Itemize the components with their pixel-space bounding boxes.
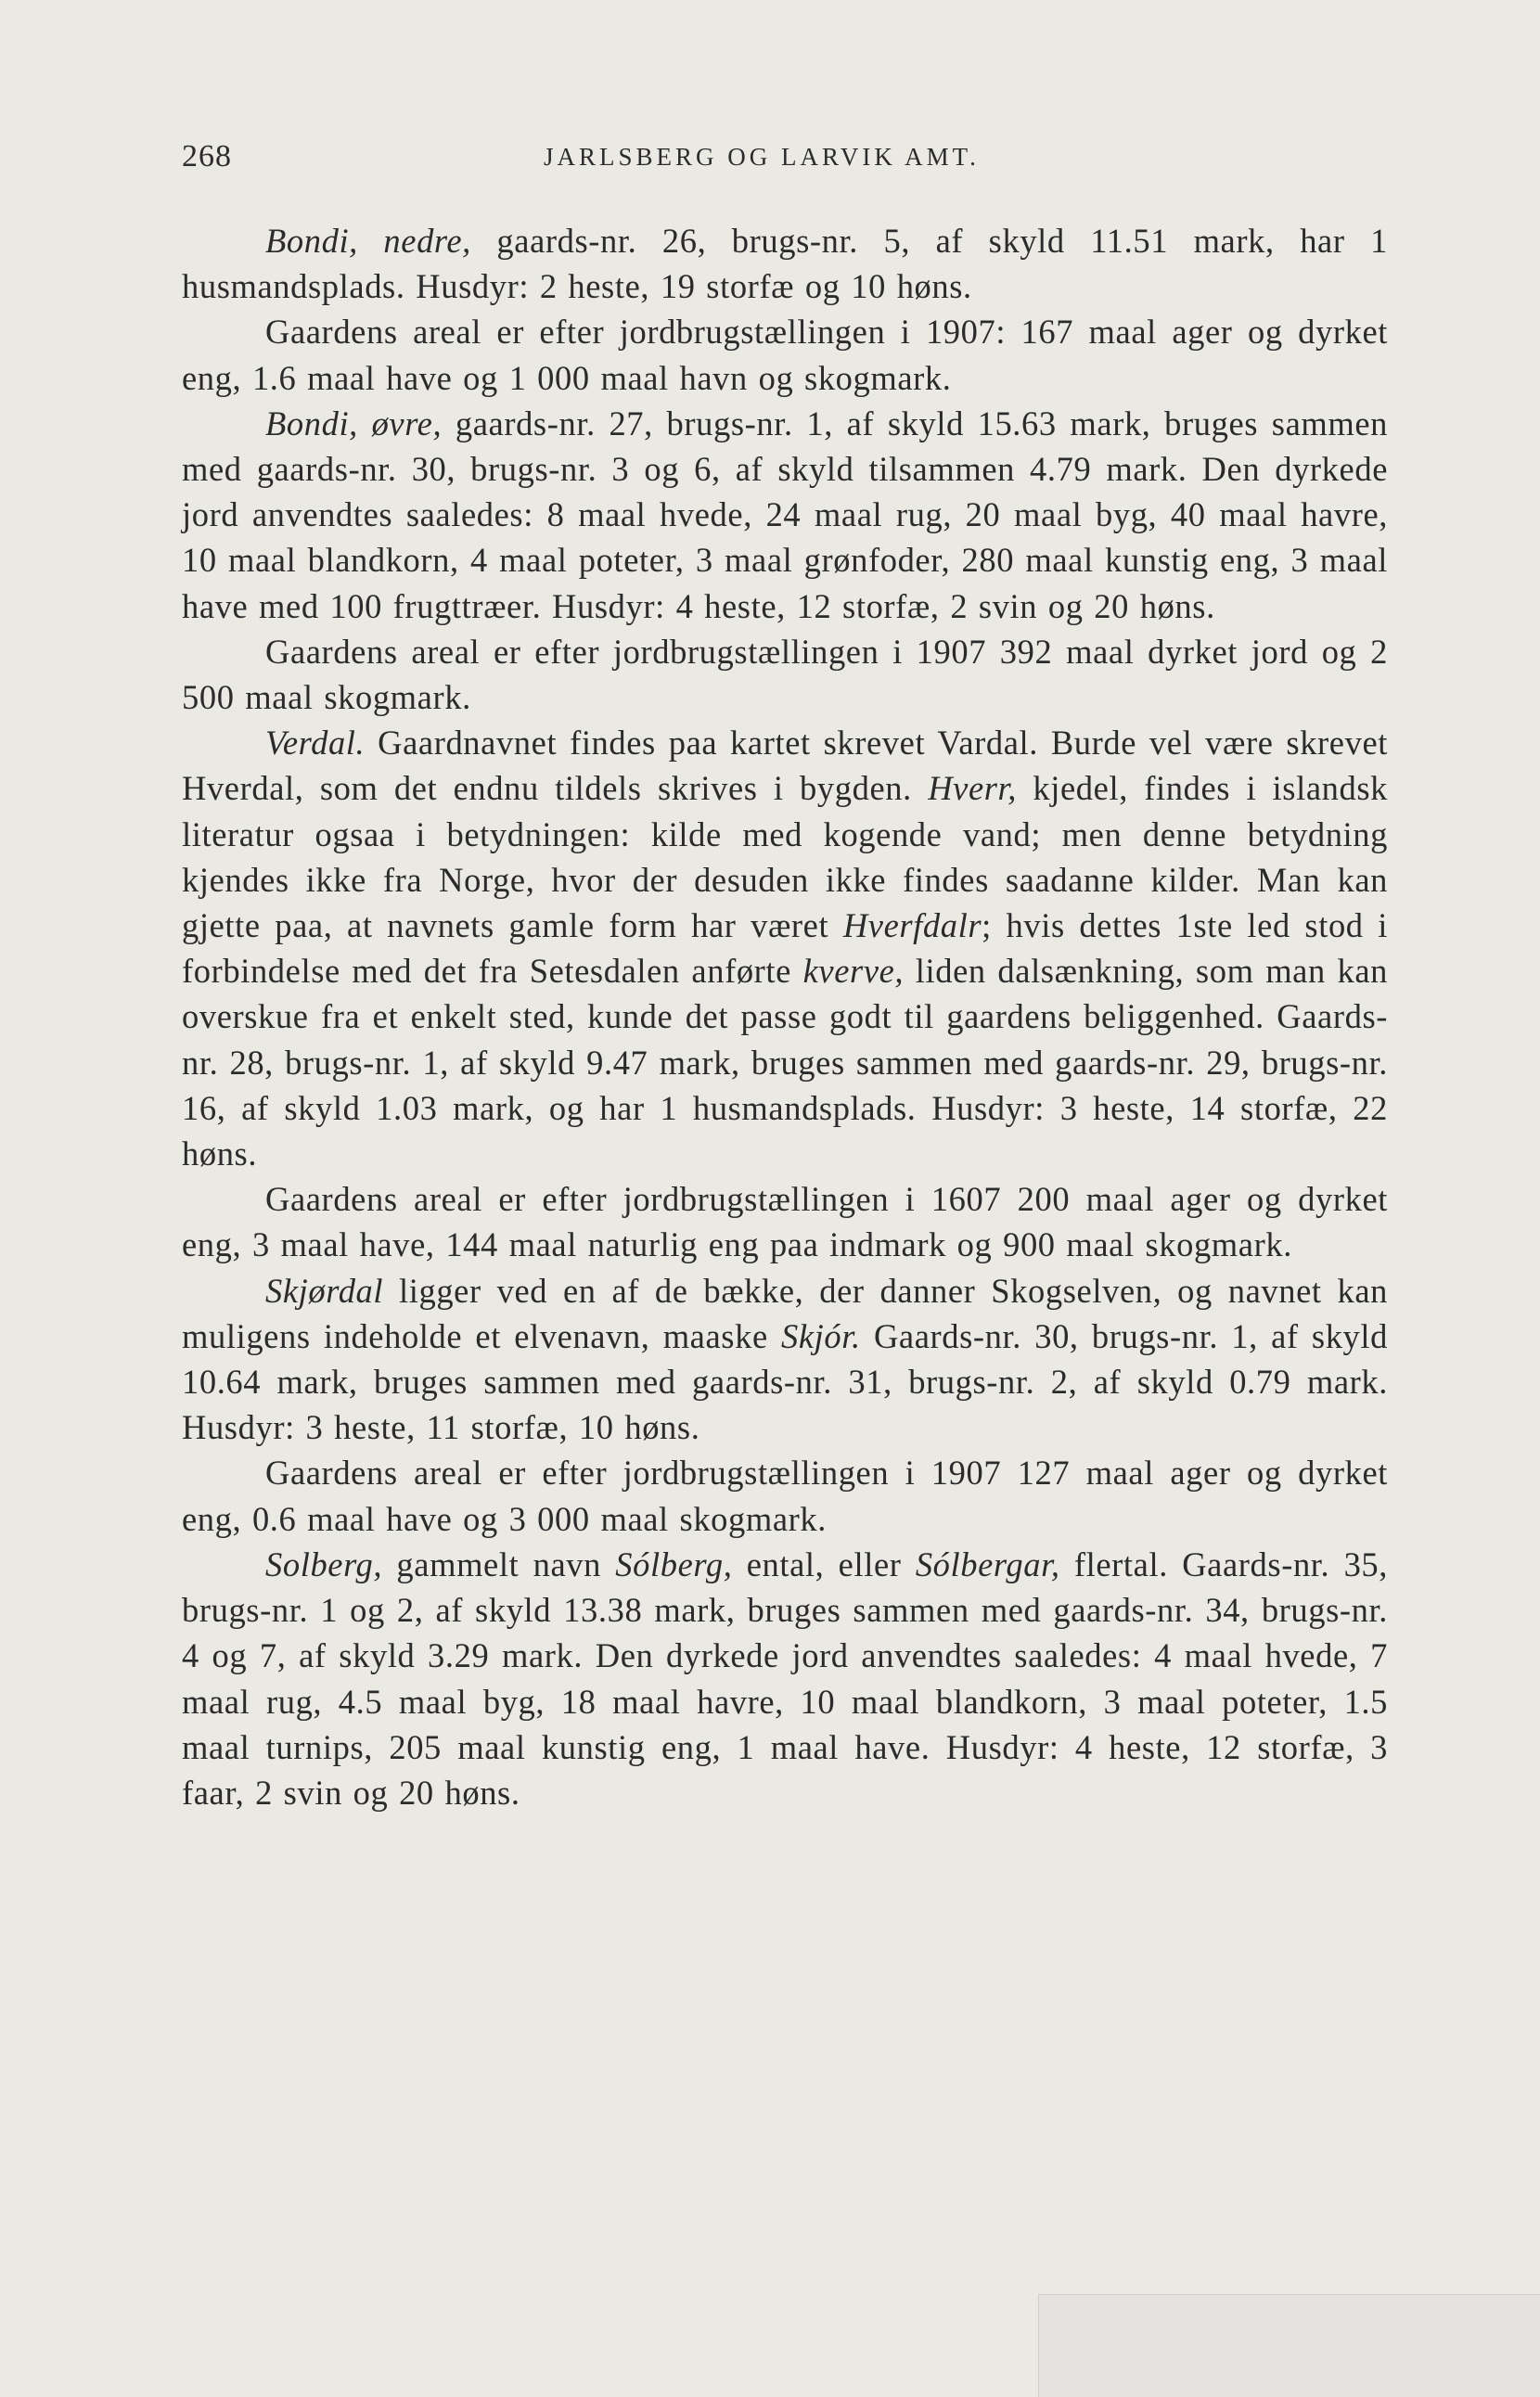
paragraph-skjordal — [182, 1268, 1388, 1451]
italic-term: kverve, — [802, 952, 905, 991]
paragraph-bondi-ovre — [182, 401, 1388, 629]
italic-term: Hverfdalr — [842, 906, 982, 945]
farm-name: Skjørdal — [265, 1271, 384, 1310]
paragraph-text: gaards-nr. 26, brugs-nr. 5, af skyld 11.51 mark, har 1 husmandsplads. Husdyr: 2 heste, 19 storfæ og 10 høns. — [182, 222, 1388, 306]
paragraph-verdal — [182, 720, 1388, 1176]
paragraph-text: Gaardens areal er efter jordbrugstællingen i 1907 392 maal dyrket jord og 2 500 maal skogmark. — [182, 632, 1388, 717]
paragraph-text: liden dalsænkning, som man kan overskue fra et enkelt sted, kunde det passe godt til gaardens beliggenhed. Gaards-nr. 28, brugs-nr. 1, af skyld 9.47 mark, bruges sammen med gaards-nr. 29, brugs-nr. 16, af skyld 1.03 mark, og har 1 husmandsplads. Husdyr: 3 heste, 14 storfæ, 22 høns. — [182, 952, 1388, 1173]
italic-term: Sólberg, — [615, 1545, 733, 1583]
farm-name: Verdal. — [265, 724, 366, 763]
paragraph-text: gammelt navn — [382, 1545, 616, 1583]
page-number: 268 — [182, 139, 232, 173]
paragraph-areal-3 — [182, 1176, 1388, 1267]
paragraph-bondi-nedre — [182, 218, 1388, 309]
paragraph-text: ligger ved en af de bække, der danner Skogselven, og navnet kan muligens indeholde et elvenavn, maaske — [182, 1271, 1388, 1355]
farm-name: Bondi, nedre, — [265, 222, 471, 260]
paragraph-text: Gaardens areal er efter jordbrugstællingen i 1907: 167 maal ager og dyrket eng, 1.6 maal have og 1 000 maal havn og skogmark. — [182, 313, 1388, 397]
body-text — [182, 218, 1388, 1815]
paragraph-text: ental, eller — [732, 1545, 916, 1583]
running-head: JARLSBERG OG LARVIK AMT. — [544, 143, 980, 171]
farm-name: Solberg, — [265, 1545, 383, 1583]
paragraph-text: ; hvis dettes 1ste led stod i forbindelse med det fra Setesdalen anførte — [182, 906, 1388, 991]
paragraph-text: Gaards-nr. 30, brugs-nr. 1, af skyld 10.64 mark, bruges sammen med gaards-nr. 31, brugs-nr. 2, af skyld 0.79 mark. Husdyr: 3 heste, 11 storfæ, 10 høns. — [182, 1316, 1388, 1447]
paragraph-text: kjedel, findes i islandsk literatur ogsaa i betydningen: kilde med kogende vand; men denne betydning kjendes ikke fra Norge, hvor der desuden ikke findes saadanne kilder. Man kan gjette paa, at navnets gamle form har været — [182, 769, 1388, 945]
paragraph-areal-4 — [182, 1450, 1388, 1541]
scan-margin-artifact — [1038, 2294, 1540, 2397]
paragraph-text: Gaardens areal er efter jordbrugstællingen i 1607 200 maal ager og dyrket eng, 3 maal have, 144 maal naturlig eng paa indmark og 900 maal skogmark. — [182, 1180, 1388, 1264]
paragraph-areal-2 — [182, 629, 1388, 720]
paragraph-areal-1 — [182, 309, 1388, 400]
paragraph-text: Gaardnavnet findes paa kartet skrevet Vardal. Burde vel være skrevet Hverdal, som det endnu tildels skrives i bygden. — [182, 724, 1388, 808]
italic-term: Sólbergar, — [915, 1545, 1060, 1583]
paragraph-text: Gaardens areal er efter jordbrugstællingen i 1907 127 maal ager og dyrket eng, 0.6 maal have og 3 000 maal skogmark. — [182, 1454, 1388, 1538]
paragraph-text: gaards-nr. 27, brugs-nr. 1, af skyld 15.63 mark, bruges sammen med gaards-nr. 30, brugs-nr. 3 og 6, af skyld tilsammen 4.79 mark. Den dyrkede jord anvendtes saaledes: 8 maal hvede, 24 maal rug, 20 maal byg, 40 maal havre, 10 maal blandkorn, 4 maal poteter, 3 maal grønfoder, 280 maal kunstig eng, 3 maal have med 100 frugttræer. Husdyr: 4 heste, 12 storfæ, 2 svin og 20 høns. — [182, 404, 1388, 625]
paragraph-solberg — [182, 1542, 1388, 1815]
italic-term: Hverr, — [928, 769, 1018, 808]
farm-name: Bondi, øvre, — [265, 404, 443, 442]
paragraph-text: flertal. Gaards-nr. 35, brugs-nr. 1 og 2, af skyld 13.38 mark, bruges sammen med gaards-nr. 34, brugs-nr. 4 og 7, af skyld 3.29 mark. Den dyrkede jord anvendtes saaledes: 4 maal hvede, 7 maal rug, 4.5 maal byg, 18 maal havre, 10 maal blandkorn, 3 maal poteter, 1.5 maal turnips, 205 maal kunstig eng, 1 maal have. Husdyr: 4 heste, 12 storfæ, 3 faar, 2 svin og 20 høns. — [182, 1545, 1388, 1812]
italic-term: Skjór. — [780, 1316, 861, 1355]
page-header — [182, 139, 1388, 186]
